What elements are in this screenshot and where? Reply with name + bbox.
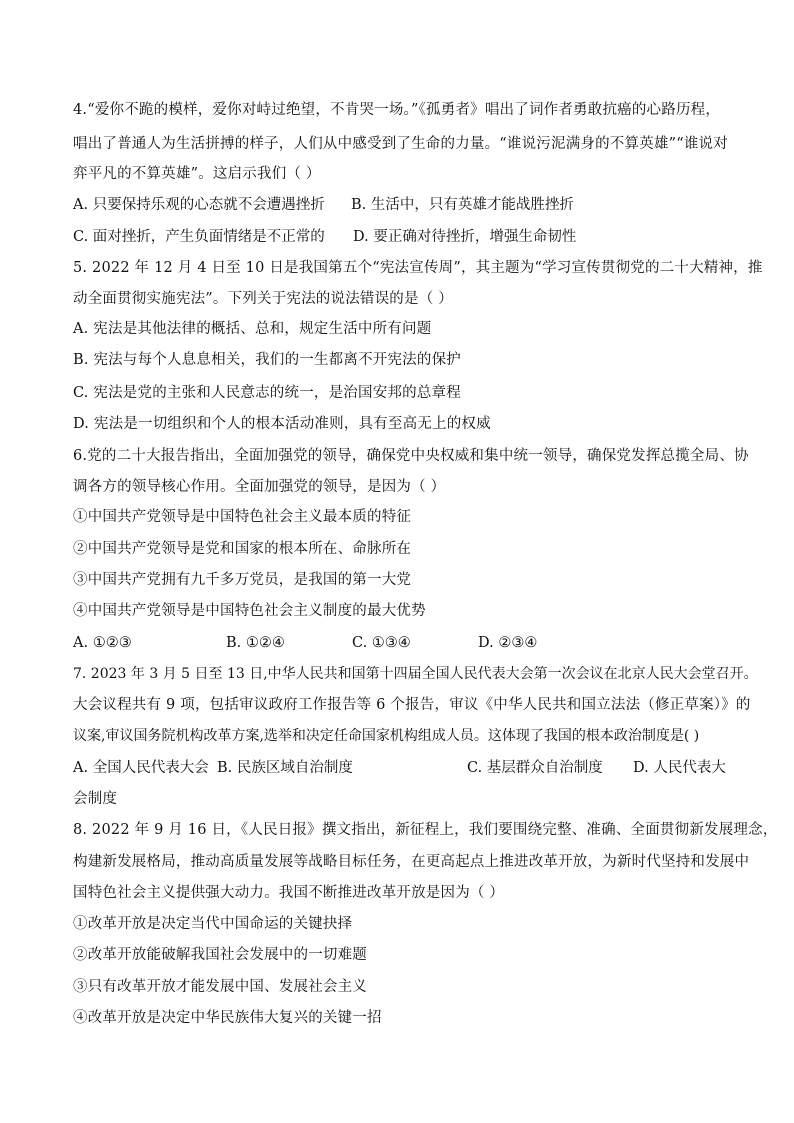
- question-7-option-b: B. 民族区域自治制度: [217, 760, 353, 776]
- question-4-option-b: B. 生活中，只有英雄才能战胜挫折: [351, 197, 574, 213]
- question-4-line-3: 弈平凡的不算英雄”。这启示我们（ ）: [73, 166, 321, 182]
- question-8-line-3: 国特色社会主义提供强大动力。我国不断推进改革开放是因为（ ）: [73, 885, 505, 901]
- question-8-statement-1: ①改革开放是决定当代中国命运的关键抉择: [73, 916, 353, 932]
- question-4-line-1: 4.“爱你不跪的模样，爱你对峙过绝望，不肯哭一场。”《孤勇者》唱出了词作者勇敢抗癌的心路历程，: [73, 102, 721, 118]
- question-6-option-c: C. ①③④: [352, 635, 411, 651]
- question-6-statement-2: ②中国共产党领导是党和国家的根本所在、命脉所在: [73, 541, 412, 557]
- question-4-option-d: D. 要正确对待挫折，增强生命韧性: [353, 229, 577, 245]
- question-5-option-c: C. 宪法是党的主张和人民意志的统一，是治国安邦的总章程: [73, 385, 461, 401]
- question-7-option-a: A. 全国人民代表大会: [73, 760, 209, 776]
- question-7-option-d: D. 人民代表大: [633, 760, 726, 776]
- question-5-option-a: A. 宪法是其他法律的概括、总和，规定生活中所有问题: [73, 321, 432, 337]
- question-6-statement-1: ①中国共产党领导是中国特色社会主义最本质的特征: [73, 509, 412, 525]
- question-6-statement-4: ④中国共产党领导是中国特色社会主义制度的最大优势: [73, 603, 426, 619]
- question-6-line-1: 6.党的二十大报告指出，全面加强党的领导，确保党中央权威和集中统一领导，确保党发挥总揽全局、协: [73, 448, 749, 464]
- question-6-option-a: A. ①②③: [73, 635, 132, 651]
- question-7-line-2: 大会议程共有 9 项，包括审议政府工作报告等 6 个报告，审议《中华人民共和国立法法（修正草案）》的: [73, 697, 751, 713]
- question-4-option-c: C. 面对挫折，产生负面情绪是不正常的: [73, 229, 325, 245]
- question-7-line-3: 议案,审议国务院机构改革方案,选举和决定任命国家机构组成人员。这体现了我国的根本政治制度是( ): [73, 728, 700, 744]
- question-5-line-2: 动全面贯彻实施宪法”。下列关于宪法的说法错误的是（ ）: [73, 291, 453, 307]
- question-5-line-1: 5. 2022 年 12 月 4 日至 10 日是我国第五个“宪法宣传周”，其主题为“学习宣传贯彻党的二十大精神，推: [73, 260, 763, 276]
- question-7-option-c: C. 基层群众自治制度: [467, 760, 603, 776]
- question-6-statement-3: ③中国共产党拥有九千多万党员，是我国的第一大党: [73, 572, 412, 588]
- question-8-statement-4: ④改革开放是决定中华民族伟大复兴的关键一招: [73, 1010, 382, 1026]
- question-8-line-2: 构建新发展格局，推动高质量发展等战略目标任务，在更高起点上推进改革开放，为新时代坚持和发展中: [73, 854, 750, 870]
- question-4-line-2: 唱出了普通人为生活拼搏的样子，人们从中感受到了生命的力量。“谁说污泥满身的不算英雄”“谁说对: [73, 136, 728, 152]
- question-6-line-2: 调各方的领导核心作用。全面加强党的领导，是因为（ ）: [73, 479, 446, 495]
- question-7-line-1: 7. 2023 年 3 月 5 日至 13 日,中华人民共和国第十四届全国人民代表大会第一次会议在北京人民大会堂召开。: [73, 666, 758, 682]
- question-8-statement-3: ③只有改革开放才能发展中国、发展社会主义: [73, 979, 367, 995]
- question-7-option-d-continuation: 会制度: [73, 791, 118, 807]
- question-8-statement-2: ②改革开放能破解我国社会发展中的一切难题: [73, 947, 367, 963]
- question-6-option-d: D. ②③④: [478, 635, 538, 651]
- question-5-option-d: D. 宪法是一切组织和个人的根本活动准则，具有至高无上的权威: [73, 416, 491, 432]
- question-5-option-b: B. 宪法与每个人息息相关，我们的一生都离不开宪法的保护: [73, 352, 461, 368]
- question-6-option-b: B. ①②④: [226, 635, 285, 651]
- question-4-option-a: A. 只要保持乐观的心态就不会遭遇挫折: [73, 197, 325, 213]
- question-8-line-1: 8. 2022 年 9 月 16 日，《人民日报》撰文指出，新征程上，我们要围绕完整、准确、全面贯彻新发展理念，: [73, 822, 778, 838]
